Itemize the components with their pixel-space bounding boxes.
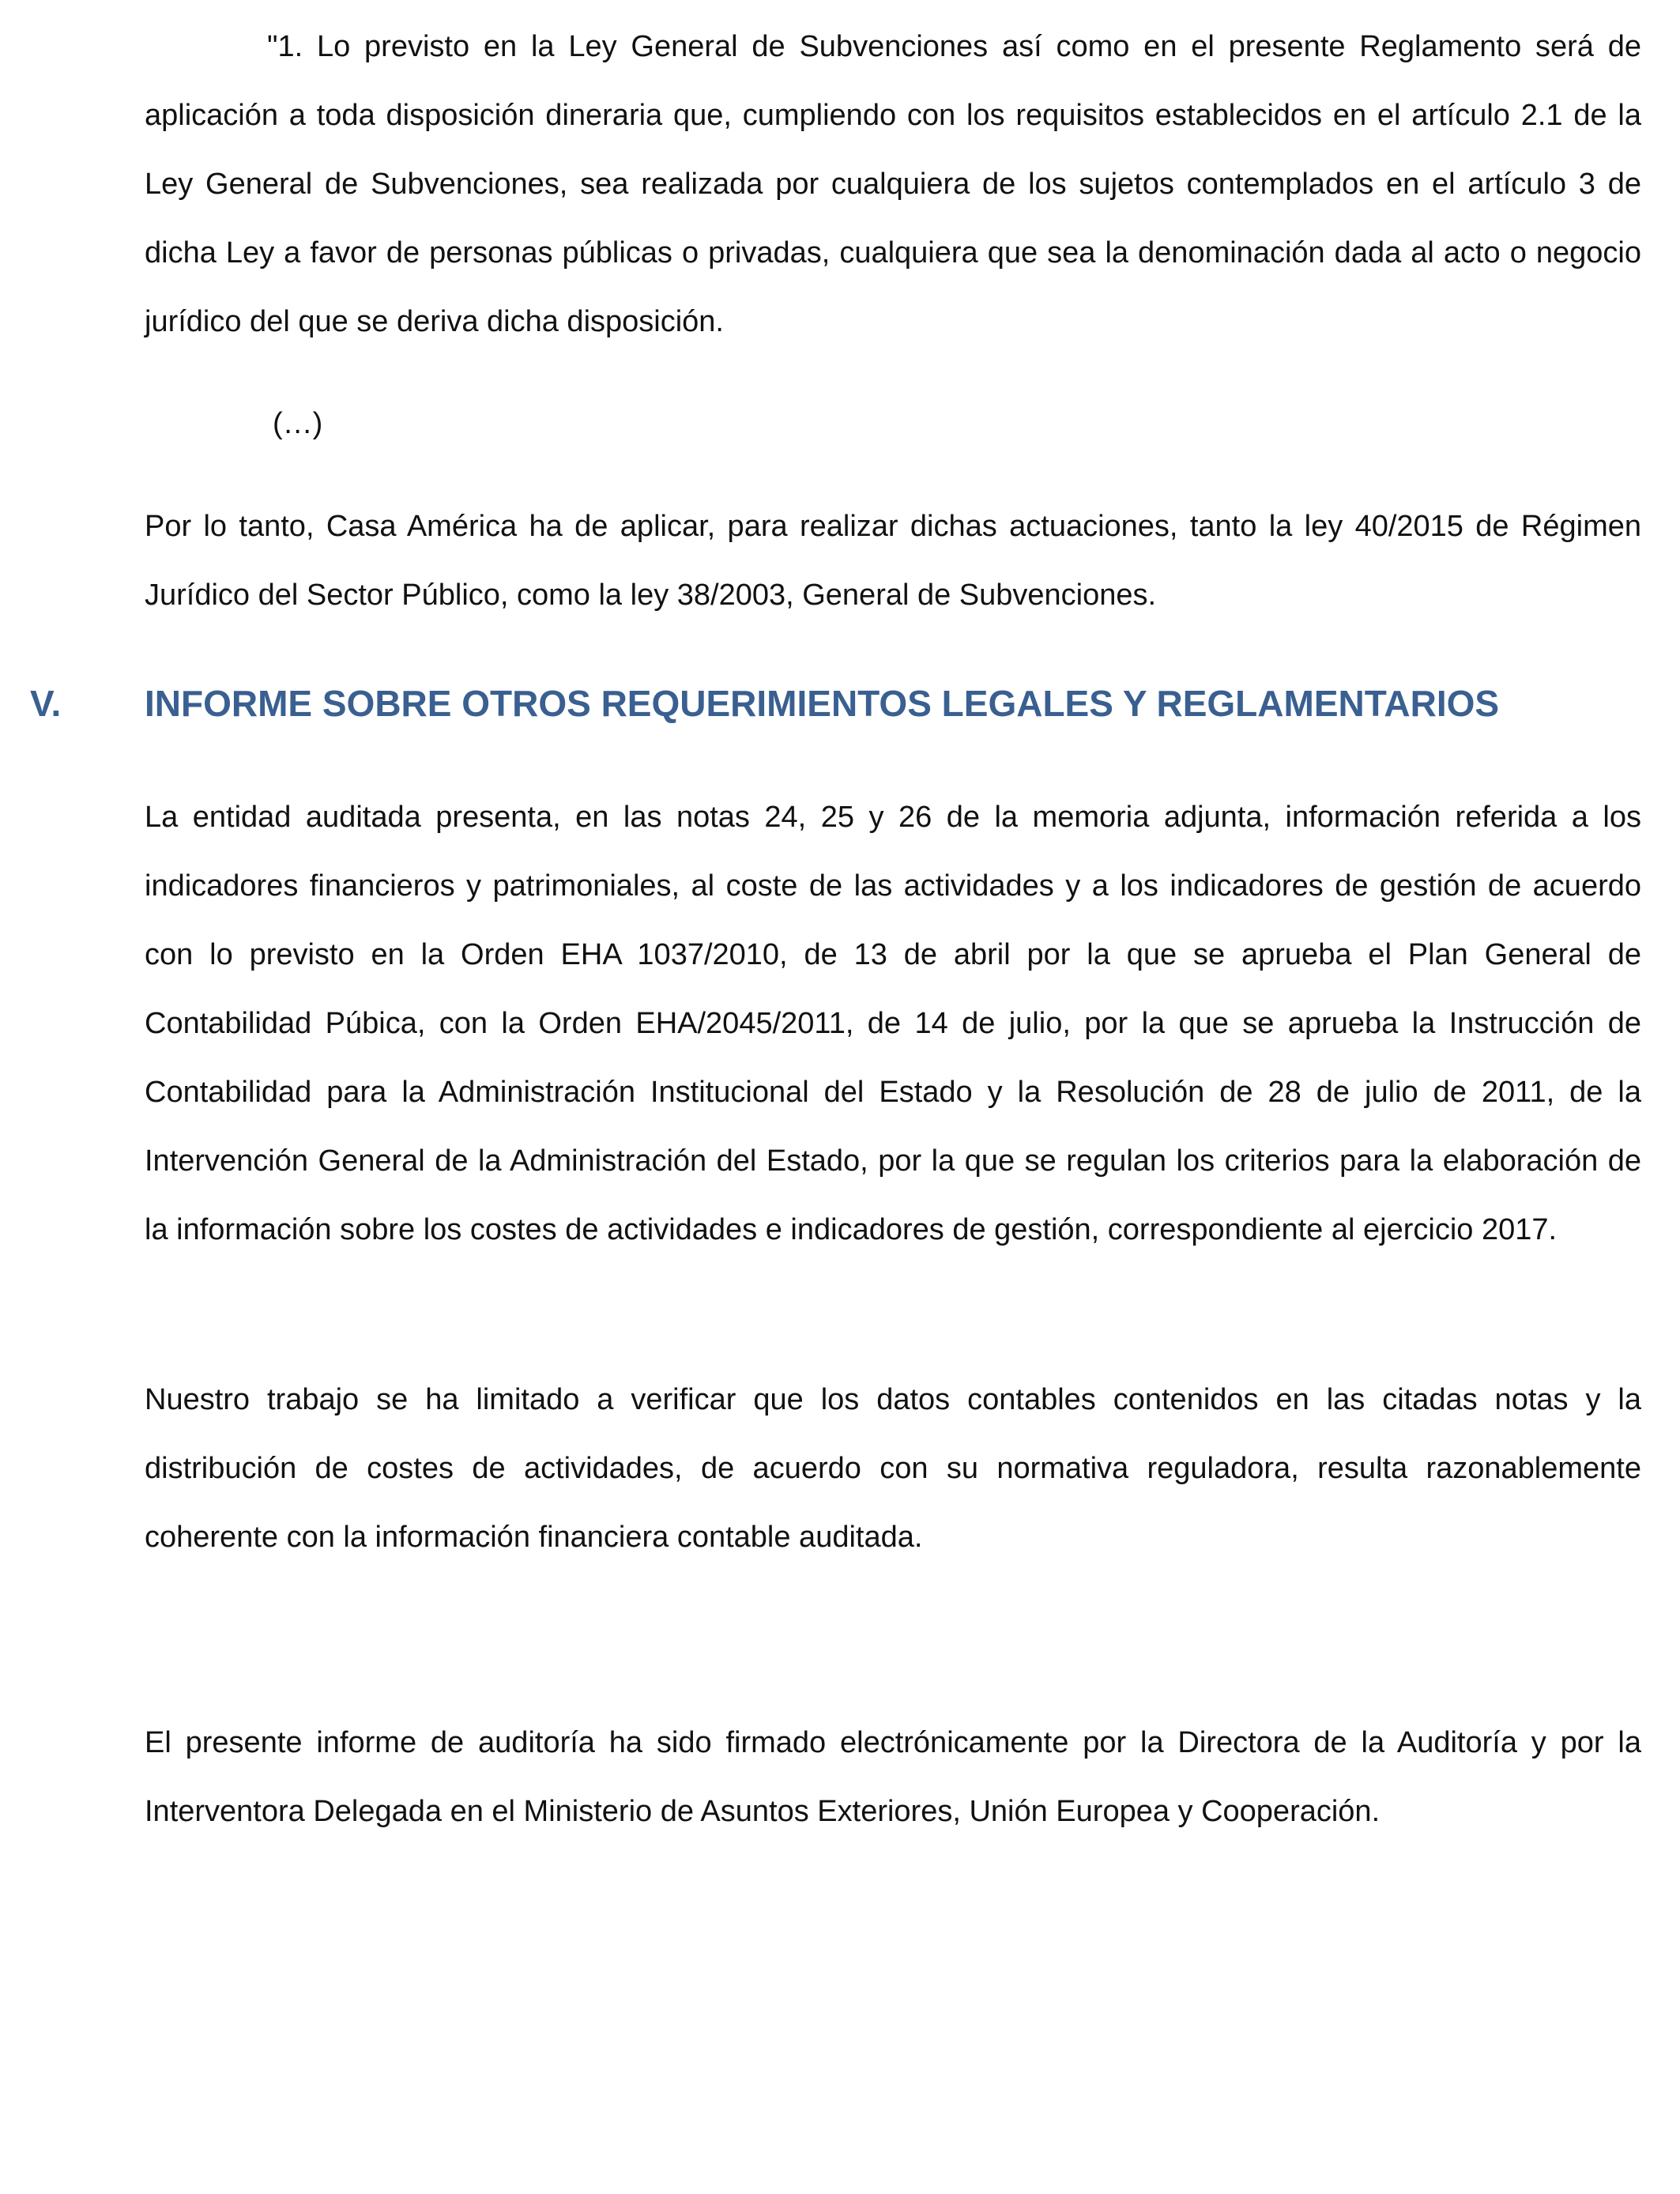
conclusion-paragraph: Por lo tanto, Casa América ha de aplicar, para realizar dichas actuaciones, tanto la ley 40/2015 de Régimen Jurídico del Sector Público, como la ley 38/2003, General de Subvenciones. — [145, 510, 1641, 612]
section-number: V. — [30, 683, 62, 724]
section-paragraph-scope: Nuestro trabajo se ha limitado a verificar que los datos contables contenidos en las citadas notas y la distribución de costes de actividades, de acuerdo con su normativa reguladora, resulta razonablemente coherente con la información financiera contable auditada. — [145, 1383, 1641, 1554]
omission-ellipsis: (…) — [273, 407, 323, 440]
quoted-regulation-paragraph: "1. Lo previsto en la Ley General de Subvenciones así como en el presente Reglamento será de aplicación a toda disposición dineraria que, cumpliendo con los requisitos establecidos en el artículo 2.1 de la Ley General de Subvenciones, sea realizada por cualquiera de los sujetos contemplados en el artículo 3 de dicha Ley a favor de personas públicas o privadas, cualquiera que sea la denominación dada al acto o negocio jurídico del que se deriva dicha disposición. — [145, 30, 1641, 338]
signature-paragraph: El presente informe de auditoría ha sido firmado electrónicamente por la Directora de la Auditoría y por la Interventora Delegada en el Ministerio de Asuntos Exteriores, Unión Europea y Cooperación. — [145, 1726, 1641, 1828]
section-heading — [30, 672, 1642, 735]
section-paragraph-indicators: La entidad auditada presenta, en las notas 24, 25 y 26 de la memoria adjunta, información referida a los indicadores financieros y patrimoniales, al coste de las actividades y a los indicadores de gestión de acuerdo con lo previsto en la Orden EHA 1037/2010, de 13 de abril por la que se aprueba el Plan General de Contabilidad Púbica, con la Orden EHA/2045/2011, de 14 de julio, por la que se aprueba la Instrucción de Contabilidad para la Administración Institucional del Estado y la Resolución de 28 de julio de 2011, de la Intervención General de la Administración del Estado, por la que se regulan los criterios para la elaboración de la información sobre los costes de actividades e indicadores de gestión, correspondiente al ejercicio 2017. — [145, 801, 1641, 1246]
section-title: INFORME SOBRE OTROS REQUERIMIENTOS LEGALES Y REGLAMENTARIOS — [145, 683, 1500, 724]
